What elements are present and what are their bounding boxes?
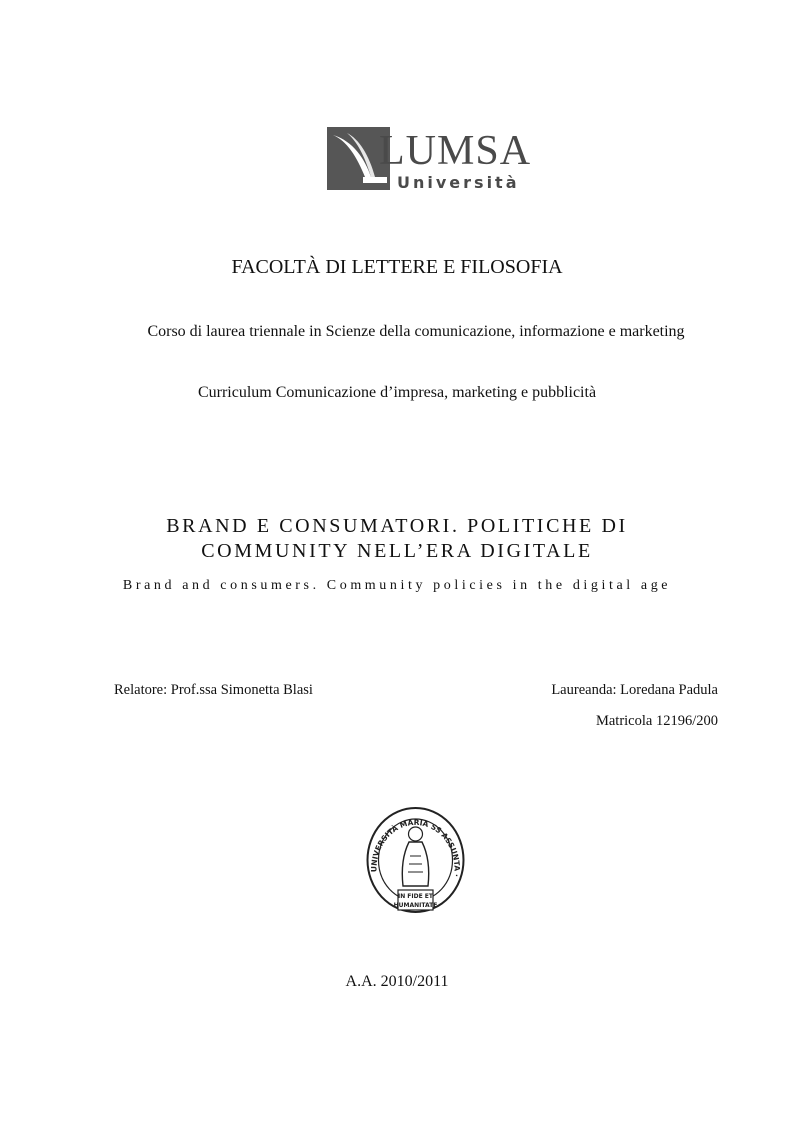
logo-wordmark: LUMSA <box>379 128 532 174</box>
thesis-title-line-2: COMMUNITY NELL’ERA DIGITALE <box>201 540 593 562</box>
university-seal <box>365 806 466 919</box>
lumsa-logo <box>327 127 532 193</box>
seal-ring-text: UNIVERSITÀ MARIA SS ASSUNTA · <box>369 817 462 878</box>
seal-emblem-icon <box>365 806 466 919</box>
thesis-title <box>0 514 794 564</box>
academic-year: A.A. 2010/2011 <box>345 973 449 990</box>
thesis-title-line-1: BRAND E CONSUMATORI. POLITICHE DI <box>166 515 628 537</box>
laureanda-label: Laureanda: Loredana Padula <box>551 682 718 698</box>
curriculum-name: Curriculum Comunicazione d’impresa, marketing e pubblicità <box>197 384 597 401</box>
relatore-label: Relatore: Prof.ssa Simonetta Blasi <box>114 682 313 698</box>
thesis-subtitle: Brand and consumers. Community policies in the digital age <box>122 578 672 593</box>
course-name: Corso di laurea triennale in Scienze della comunicazione, informazione e marketing <box>147 323 685 340</box>
seal-motto-line-1: IN FIDE ET <box>397 893 434 900</box>
matricola-label: Matricola 12196/200 <box>595 713 718 729</box>
logo-subtitle: Università <box>397 173 520 192</box>
seal-motto-line-2: HUMANITATE <box>393 902 438 909</box>
faculty-heading: FACOLTÀ DI LETTERE E FILOSOFIA <box>231 256 563 278</box>
